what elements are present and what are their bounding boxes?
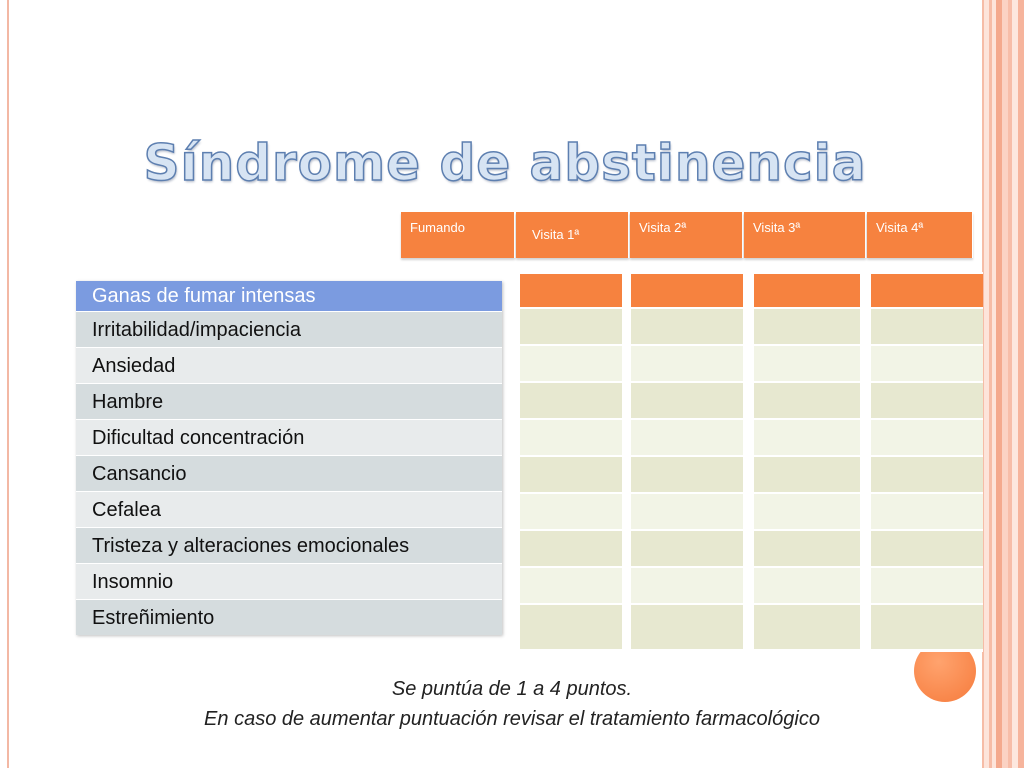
header-visita-1: Visita 1ª bbox=[516, 212, 629, 258]
score-cell bbox=[754, 494, 860, 529]
score-cell bbox=[871, 457, 983, 492]
score-cell bbox=[871, 568, 983, 603]
symptom-row: Estreñimiento bbox=[76, 599, 502, 635]
header-fumando: Fumando bbox=[401, 212, 515, 258]
header-visita-3: Visita 3ª bbox=[744, 212, 866, 258]
symptom-row: Cefalea bbox=[76, 491, 502, 527]
header-visita-4: Visita 4ª bbox=[867, 212, 973, 258]
symptom-row: Irritabilidad/impaciencia bbox=[76, 311, 502, 347]
score-cell bbox=[520, 420, 622, 455]
score-cell bbox=[754, 420, 860, 455]
score-cell bbox=[631, 605, 743, 649]
score-cell bbox=[754, 274, 860, 307]
score-cell bbox=[754, 346, 860, 381]
score-cell bbox=[631, 568, 743, 603]
header-visita-2: Visita 2ª bbox=[630, 212, 743, 258]
score-column-visita-4 bbox=[871, 272, 983, 652]
score-cell bbox=[631, 383, 743, 418]
score-cell bbox=[871, 531, 983, 566]
score-column-visita-3 bbox=[754, 272, 860, 652]
score-cell bbox=[631, 274, 743, 307]
score-cell bbox=[520, 531, 622, 566]
score-cell bbox=[754, 605, 860, 649]
score-cell bbox=[754, 309, 860, 344]
score-cell bbox=[631, 531, 743, 566]
score-cell bbox=[631, 346, 743, 381]
note-treatment: En caso de aumentar puntuación revisar el tratamiento farmacológico bbox=[204, 708, 820, 730]
score-cell bbox=[871, 383, 983, 418]
slide-frame-left bbox=[0, 0, 9, 768]
note-scoring: Se puntúa de 1 a 4 puntos. bbox=[391, 678, 633, 700]
symptom-row: Ganas de fumar intensas bbox=[76, 281, 502, 311]
score-cell bbox=[871, 494, 983, 529]
symptom-row: Hambre bbox=[76, 383, 502, 419]
score-cell bbox=[520, 605, 622, 649]
symptom-row: Ansiedad bbox=[76, 347, 502, 383]
score-cell bbox=[871, 274, 983, 307]
score-cell bbox=[871, 309, 983, 344]
score-column-visita-1 bbox=[520, 272, 622, 652]
score-cell bbox=[871, 346, 983, 381]
score-cell bbox=[520, 494, 622, 529]
score-cell bbox=[520, 457, 622, 492]
score-cell bbox=[754, 568, 860, 603]
score-cell bbox=[520, 383, 622, 418]
score-cell bbox=[520, 568, 622, 603]
symptom-table bbox=[76, 281, 502, 635]
score-cell bbox=[520, 274, 622, 307]
symptom-row: Insomnio bbox=[76, 563, 502, 599]
slide-title: Síndrome de abstinencia bbox=[143, 134, 867, 192]
symptom-row: Cansancio bbox=[76, 455, 502, 491]
score-cell bbox=[631, 309, 743, 344]
score-cell bbox=[754, 383, 860, 418]
symptom-row: Tristeza y alteraciones emocionales bbox=[76, 527, 502, 563]
score-cell bbox=[871, 420, 983, 455]
score-cell bbox=[631, 420, 743, 455]
score-cell bbox=[520, 309, 622, 344]
score-column-visita-2 bbox=[631, 272, 743, 652]
slide-frame-right-stripes bbox=[978, 0, 1024, 768]
score-cell bbox=[631, 494, 743, 529]
score-cell bbox=[631, 457, 743, 492]
score-cell bbox=[754, 531, 860, 566]
score-cell bbox=[520, 346, 622, 381]
symptom-row: Dificultad concentración bbox=[76, 419, 502, 455]
score-cell bbox=[871, 605, 983, 649]
score-cell bbox=[754, 457, 860, 492]
